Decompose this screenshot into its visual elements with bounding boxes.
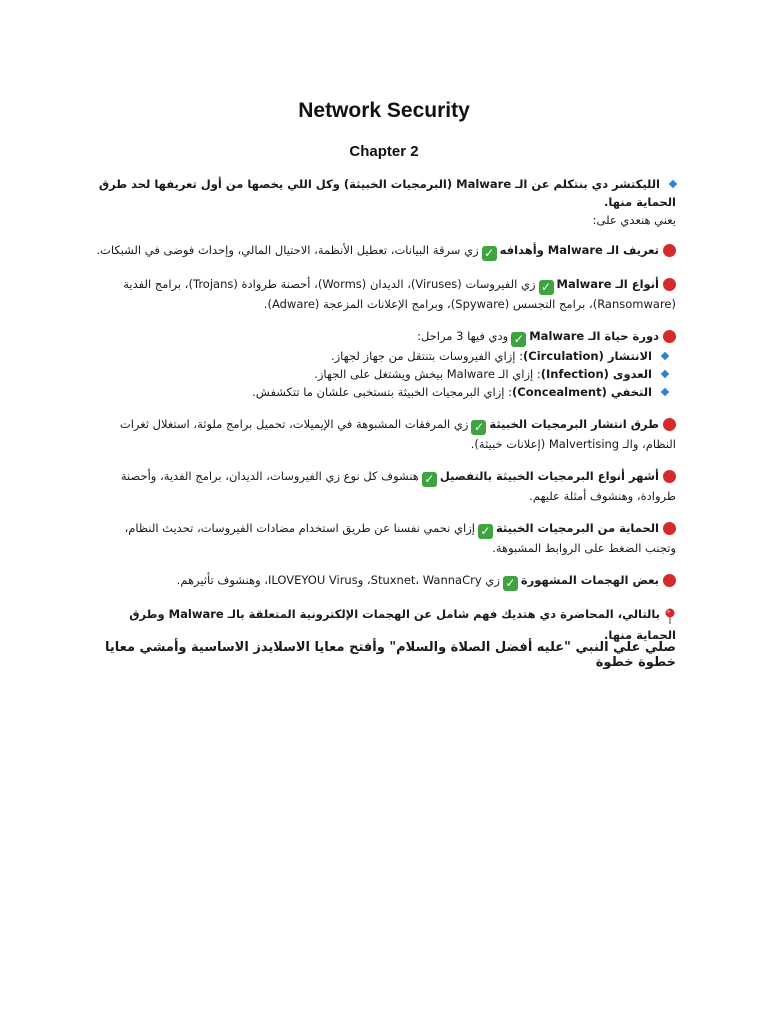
stage-term: التخفي (Concealment) bbox=[511, 385, 652, 399]
blue-diamond-icon bbox=[661, 352, 669, 360]
check-mark-icon: ✓ bbox=[422, 472, 437, 487]
page-title: Network Security bbox=[298, 99, 470, 122]
section-heading: طرق انتشار البرمجيات الخبيثة bbox=[489, 417, 659, 431]
section-text: زي Stuxnet، WannaCry، وILOVEYOU Virus، وهنشوف تأثيرهم. bbox=[176, 573, 500, 587]
chapter-heading: Chapter 2 bbox=[349, 143, 419, 160]
check-mark-icon: ✓ bbox=[503, 576, 518, 591]
closing-note: صلي علي النبي "عليه أفضل الصلاة والسلام" وأفتح معايا الاسلايدز الاساسية وأمشي معايا خطوة خطوة bbox=[104, 640, 676, 670]
section-heading: دورة حياة الـ Malware bbox=[529, 329, 659, 343]
section-heading: الحماية من البرمجيات الخبيثة bbox=[495, 521, 659, 535]
document-body bbox=[92, 175, 676, 658]
check-mark-icon: ✓ bbox=[471, 420, 486, 435]
section-heading: أشهر أنواع البرمجيات الخبيثة بالتفصيل bbox=[439, 469, 659, 483]
blue-diamond-icon bbox=[661, 388, 669, 396]
section-heading: تعريف الـ Malware وأهدافه bbox=[499, 243, 659, 257]
stage-text: : إزاي الفيروسات بتنتقل من جهاز لجهاز. bbox=[330, 349, 524, 363]
red-circle-icon bbox=[663, 522, 676, 535]
section-definition bbox=[92, 241, 676, 261]
red-circle-icon bbox=[663, 278, 676, 291]
list-item bbox=[92, 365, 668, 383]
section-lifecycle bbox=[92, 327, 676, 401]
section-text: زي سرقة البيانات، تعطيل الأنظمة، الاحتيال المالي، وإحداث فوضى في الشبكات. bbox=[96, 243, 479, 257]
intro-text: الليكتشر دي بنتكلم عن الـ Malware (البرمجيات الخبيثة) وكل اللي يخصها من أول تعريفها لحد طرق الحماية منها. bbox=[98, 177, 676, 209]
lifecycle-header bbox=[92, 327, 676, 347]
red-circle-icon bbox=[663, 418, 676, 431]
stage-text: : إزاي البرمجيات الخبيثة بتستخبى علشان ما تتكشفش. bbox=[252, 385, 512, 399]
section-text: زي المرفقات المشبوهة في الإيميلات، تحميل برامج ملوثة، استغلال ثغرات النظام، والـ Malvertising (إعلانات خبيثة). bbox=[119, 417, 676, 451]
red-circle-icon bbox=[663, 330, 676, 343]
lifecycle-stages-list bbox=[92, 347, 676, 401]
pin-icon bbox=[664, 608, 676, 626]
stage-term: الانتشار (Circulation) bbox=[523, 349, 652, 363]
section-text: إزاي نحمي نفسنا عن طريق استخدام مضادات الفيروسات، تحديث النظام، وتجنب الضغط على الروابط المشبوهة. bbox=[124, 521, 676, 555]
section-spread bbox=[92, 415, 676, 453]
blue-diamond-icon bbox=[669, 180, 677, 188]
section-text: ودي فيها 3 مراحل: bbox=[417, 329, 509, 343]
summary-paragraph bbox=[92, 605, 676, 644]
section-types bbox=[92, 275, 676, 313]
check-mark-icon: ✓ bbox=[539, 280, 554, 295]
blue-diamond-icon bbox=[661, 370, 669, 378]
section-protection bbox=[92, 519, 676, 557]
stage-term: العدوى (Infection) bbox=[540, 367, 652, 381]
intro-line-1 bbox=[92, 175, 676, 211]
list-item bbox=[92, 347, 668, 365]
check-mark-icon: ✓ bbox=[511, 332, 526, 347]
red-circle-icon bbox=[663, 470, 676, 483]
check-mark-icon: ✓ bbox=[482, 246, 497, 261]
section-text: زي الفيروسات (Viruses)، الديدان (Worms)، أحصنة طروادة (Trojans)، برامج الفدية (Ransomware)، برامج التجسس (Spyware)، وبرامج الإعلانات المزعجة (Adware). bbox=[123, 277, 676, 311]
list-item bbox=[92, 383, 668, 401]
red-circle-icon bbox=[663, 574, 676, 587]
section-attacks bbox=[92, 571, 676, 591]
stage-text: : إزاي الـ Malware بيخش ويشتغل على الجهاز. bbox=[314, 367, 541, 381]
intro-line-2: يعني هنعدي على: bbox=[592, 213, 676, 227]
section-heading: بعض الهجمات المشهورة bbox=[520, 573, 659, 587]
red-circle-icon bbox=[663, 244, 676, 257]
check-mark-icon: ✓ bbox=[478, 524, 493, 539]
section-famous-types bbox=[92, 467, 676, 505]
section-text: هنشوف كل نوع زي الفيروسات، الديدان، برامج الفدية، وأحصنة طروادة، وهنشوف أمثلة عليهم. bbox=[120, 469, 676, 503]
summary-text: بالتالي، المحاضرة دي هتديك فهم شامل عن الهجمات الإلكترونية المتعلقة بالـ Malware وطرق الحماية منها. bbox=[129, 607, 676, 642]
intro-paragraph bbox=[92, 175, 676, 229]
section-heading: أنواع الـ Malware bbox=[556, 277, 659, 291]
